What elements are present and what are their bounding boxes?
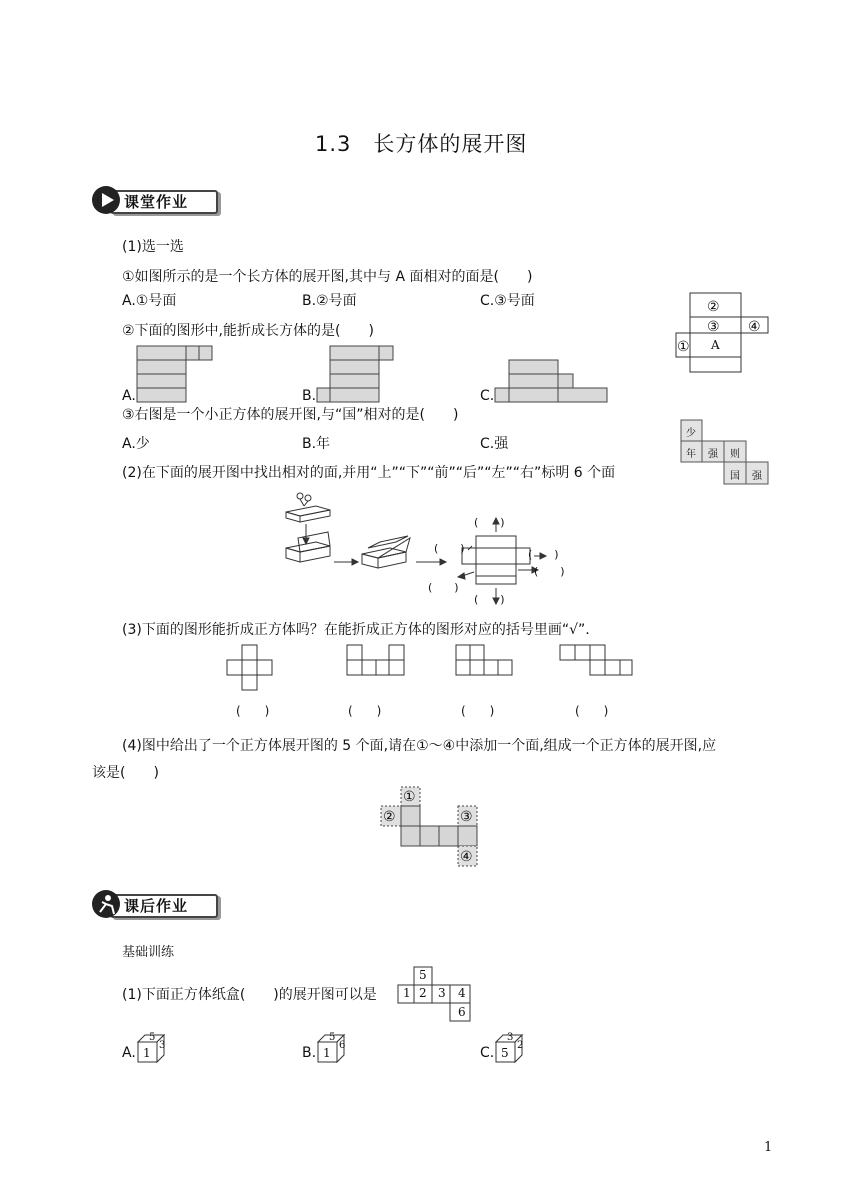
option-b-figure xyxy=(316,345,396,403)
option-a: A.少 xyxy=(122,436,150,452)
cube-face-side: 6 xyxy=(339,1040,346,1051)
page-number: 1 xyxy=(764,1140,773,1155)
net-label: ④ xyxy=(748,319,761,335)
option-b: B.年 xyxy=(302,436,331,452)
answer-blank[interactable]: ( ) xyxy=(575,704,609,718)
option-c: C.强 xyxy=(480,436,509,452)
net-char: 则 xyxy=(730,449,740,460)
net-label: ① xyxy=(677,339,690,355)
cube-face-side: 2 xyxy=(517,1040,524,1051)
page-title: 1.3 长方体的展开图 xyxy=(315,132,528,156)
cube-face-front: 1 xyxy=(143,1046,151,1060)
net-label: A xyxy=(711,338,720,352)
net-char: 强 xyxy=(708,449,718,460)
option-b: B. xyxy=(302,1045,317,1061)
option-b: B.②号面 xyxy=(302,293,357,309)
net-number: 6 xyxy=(458,1005,466,1019)
cube-face-side: 3 xyxy=(159,1040,166,1051)
net-char: 少 xyxy=(686,428,696,439)
face-label: ③ xyxy=(460,809,473,825)
answer-blank[interactable]: ( ) xyxy=(434,542,465,555)
cube-face-top: 3 xyxy=(507,1032,514,1043)
answer-blank[interactable]: ( ) xyxy=(348,704,382,718)
net-number: 4 xyxy=(458,986,466,1000)
face-label: ④ xyxy=(460,849,473,865)
option-a: A.①号面 xyxy=(122,293,177,309)
question-stem-cont: 该是( ) xyxy=(92,765,159,781)
question-stem: ②下面的图形中,能折成长方体的是( ) xyxy=(122,323,374,339)
option-c: C.③号面 xyxy=(480,293,535,309)
net-number: 3 xyxy=(438,986,446,1000)
net-number: 2 xyxy=(419,986,427,1000)
homework-banner xyxy=(92,890,222,916)
question-stem: ③右图是一个小正方体的展开图,与“国”相对的是( ) xyxy=(122,407,459,423)
banner-label: 课后作业 xyxy=(124,897,189,915)
cube-net-options xyxy=(226,644,636,694)
answer-blank[interactable]: ( ) xyxy=(428,581,459,594)
question-stem: ①如图所示的是一个长方体的展开图,其中与 A 面相对的面是( ) xyxy=(122,269,533,285)
cube-face-top: 5 xyxy=(329,1032,336,1043)
answer-blank[interactable]: ( ) xyxy=(474,593,505,606)
cube-face-front: 1 xyxy=(323,1046,331,1060)
option-a-figure xyxy=(136,345,216,403)
option-c: C. xyxy=(480,388,495,404)
class-work-banner xyxy=(92,186,222,212)
net-char: 强 xyxy=(752,471,762,482)
answer-blank[interactable]: ( ) xyxy=(528,548,559,561)
answer-blank[interactable]: ( ) xyxy=(534,565,565,578)
net-label: ② xyxy=(707,299,720,315)
answer-blank[interactable]: ( ) xyxy=(474,516,505,529)
runner-icon xyxy=(92,890,120,918)
section-label: 基础训练 xyxy=(122,945,175,960)
question-stem: (2)在下面的展开图中找出相对的面,并用“上”“下”“前”“后”“左”“右”标明 6 个面 xyxy=(122,465,616,481)
question-stem: (1)下面正方体纸盒( )的展开图可以是 xyxy=(122,987,377,1003)
net-char: 国 xyxy=(730,471,740,482)
face-label: ① xyxy=(403,789,416,805)
face-label: ② xyxy=(383,809,396,825)
question-stem: (3)下面的图形能折成正方体吗？在能折成正方体的图形对应的括号里画“√”. xyxy=(122,622,590,638)
banner-label: 课堂作业 xyxy=(124,193,189,211)
option-c-figure xyxy=(494,359,609,403)
option-b: B. xyxy=(302,388,317,404)
answer-blank[interactable]: ( ) xyxy=(236,704,270,718)
cube-face-top: 5 xyxy=(149,1032,156,1043)
net-number: 1 xyxy=(403,986,411,1000)
question-stem: (4)图中给出了一个正方体展开图的 5 个面,请在①～④中添加一个面,组成一个正方体的展开图,应 xyxy=(122,738,717,754)
option-a: A. xyxy=(122,388,136,404)
net-char: 年 xyxy=(686,449,696,460)
net-label: ③ xyxy=(707,319,720,335)
answer-blank[interactable]: ( ) xyxy=(461,704,495,718)
option-a: A. xyxy=(122,1045,136,1061)
option-c: C. xyxy=(480,1045,495,1061)
play-icon xyxy=(92,186,120,214)
cube-face-front: 5 xyxy=(501,1046,509,1060)
net-number: 5 xyxy=(419,968,427,982)
question-heading: (1)选一选 xyxy=(122,239,184,255)
